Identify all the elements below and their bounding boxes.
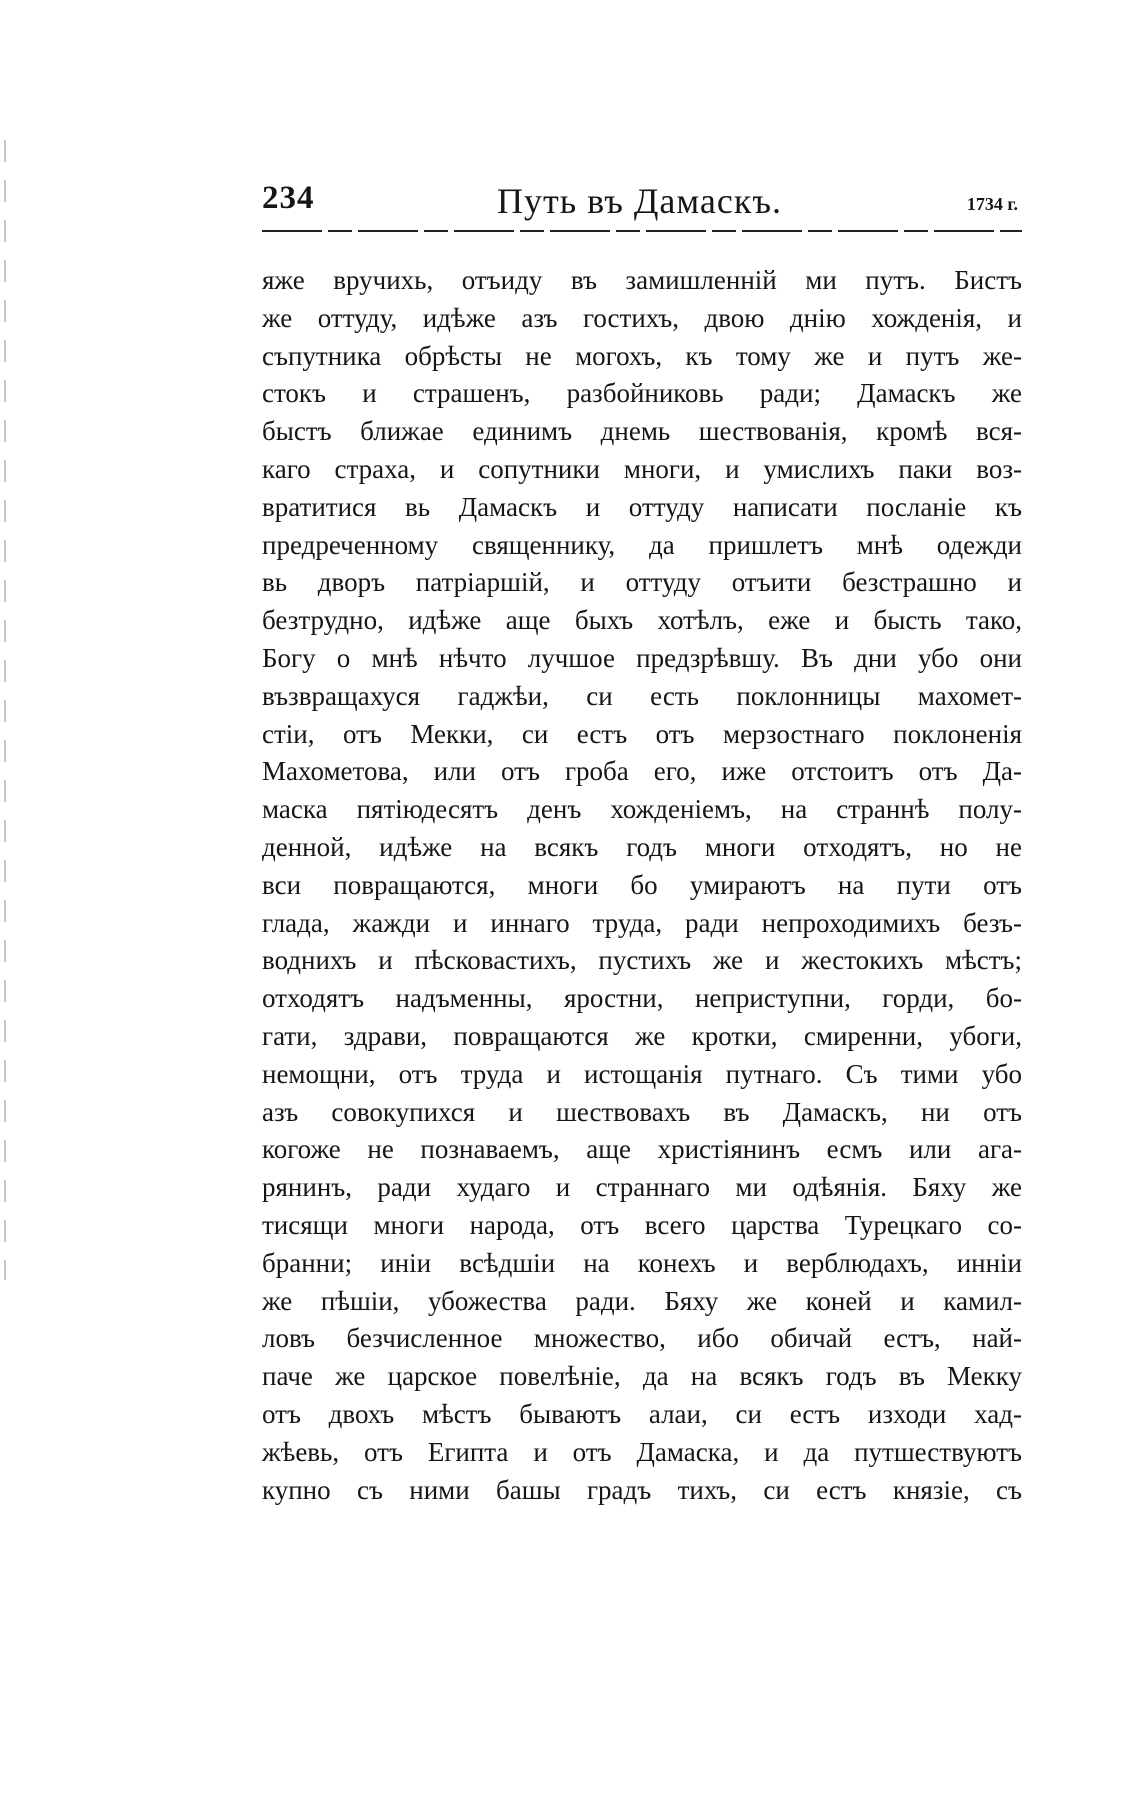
text-line: паче же царское повелѣніе, да на всякъ годъ въ Мекку: [262, 1361, 1022, 1392]
text-line: ловъ безчисленное множество, ибо обичай естъ, най-: [262, 1323, 1022, 1354]
text-line: маска пятіюдесятъ денъ хожденіемъ, на страннѣ полу-: [262, 794, 1022, 825]
text-line: каго страха, и сопутники многи, и умислихъ паки воз-: [262, 453, 1022, 484]
text-line: же оттуду, идѣже азъ гостихъ, двою днію хожденія, и: [262, 302, 1022, 333]
year-marker: 1734 г.: [966, 194, 1018, 214]
text-line: быстъ ближае единимъ днемь шествованія, кромѣ вся-: [262, 416, 1022, 447]
text-line: възвращахуся гаджѣи, си есть поклонницы махомет-: [262, 680, 1022, 711]
text-line: денной, идѣже на всякъ годъ многи отходятъ, но не: [262, 831, 1022, 862]
text-line: безтрудно, идѣже аще быхъ хотѣлъ, еже и бысть тако,: [262, 605, 1022, 636]
text-line: гати, здрави, повращаются же кротки, смиренни, убоги,: [262, 1020, 1022, 1051]
scan-edge-marks: [4, 140, 6, 1280]
text-line: купно съ ними башы градъ тихъ, си естъ князіе, съ: [262, 1474, 1022, 1505]
header-rule: [262, 230, 1022, 232]
text-line: вси повращаются, многи бо умираютъ на пути отъ: [262, 869, 1022, 900]
text-line: глада, жажди и иннаго труда, ради непроходимихъ безъ-: [262, 907, 1022, 938]
text-line: когоже не познаваемъ, аще христіянинъ есмъ или ага-: [262, 1134, 1022, 1165]
text-line: воднихъ и пѣсковастихъ, пустихъ же и жестокихъ мѣстъ;: [262, 945, 1022, 976]
text-line: отходятъ надъменны, яростни, неприступни, горди, бо-: [262, 983, 1022, 1014]
text-line: бранни; иніи вcѣдшіи на конехъ и верблюдахъ, инніи: [262, 1247, 1022, 1278]
page-number: 234: [262, 180, 315, 216]
text-line: рянинъ, ради худаго и страннаго ми одѣянія. Бяху же: [262, 1172, 1022, 1203]
text-line: стокъ и страшенъ, разбойниковь ради; Дамаскъ же: [262, 378, 1022, 409]
text-line: съпутника обрѣсты не могохъ, къ тому же и путъ же-: [262, 340, 1022, 371]
body-text: [262, 262, 1022, 1509]
text-line: вь дворъ патріаршій, и оттуду отъити безстрашно и: [262, 567, 1022, 598]
text-line: предреченному священнику, да пришлетъ мнѣ одежди: [262, 529, 1022, 560]
text-line: же пѣшіи, убожества ради. Бяху же коней и камил-: [262, 1285, 1022, 1316]
text-line: отъ двохъ мѣстъ бываютъ алаи, си естъ изходи хад-: [262, 1398, 1022, 1429]
text-line: стіи, отъ Мекки, си естъ отъ мерзостнаго поклоненія: [262, 718, 1022, 749]
running-title: Путь въ Дамаскъ.: [497, 181, 782, 221]
text-line: тисящи многи народа, отъ всего царства Турецкаго со-: [262, 1209, 1022, 1240]
text-line: азъ совокупихся и шествовахъ въ Дамаскъ, ни отъ: [262, 1096, 1022, 1127]
text-line: Махометова, или отъ гроба его, иже отстоитъ отъ Да-: [262, 756, 1022, 787]
text-line: яже вручихь, отъиду въ замишленній ми путъ. Бистъ: [262, 265, 1022, 295]
text-line: Богу о мнѣ нѣчто лучшое предзрѣвшу. Въ дни убо они: [262, 642, 1022, 673]
text-line: немощни, отъ труда и истощанія путнаго. Съ тими убо: [262, 1058, 1022, 1089]
text-line: вратитися вь Дамаскъ и оттуду написати посланіе къ: [262, 491, 1022, 522]
text-line: жѣевь, отъ Египта и отъ Дамаска, и да путшествуютъ: [262, 1436, 1022, 1467]
